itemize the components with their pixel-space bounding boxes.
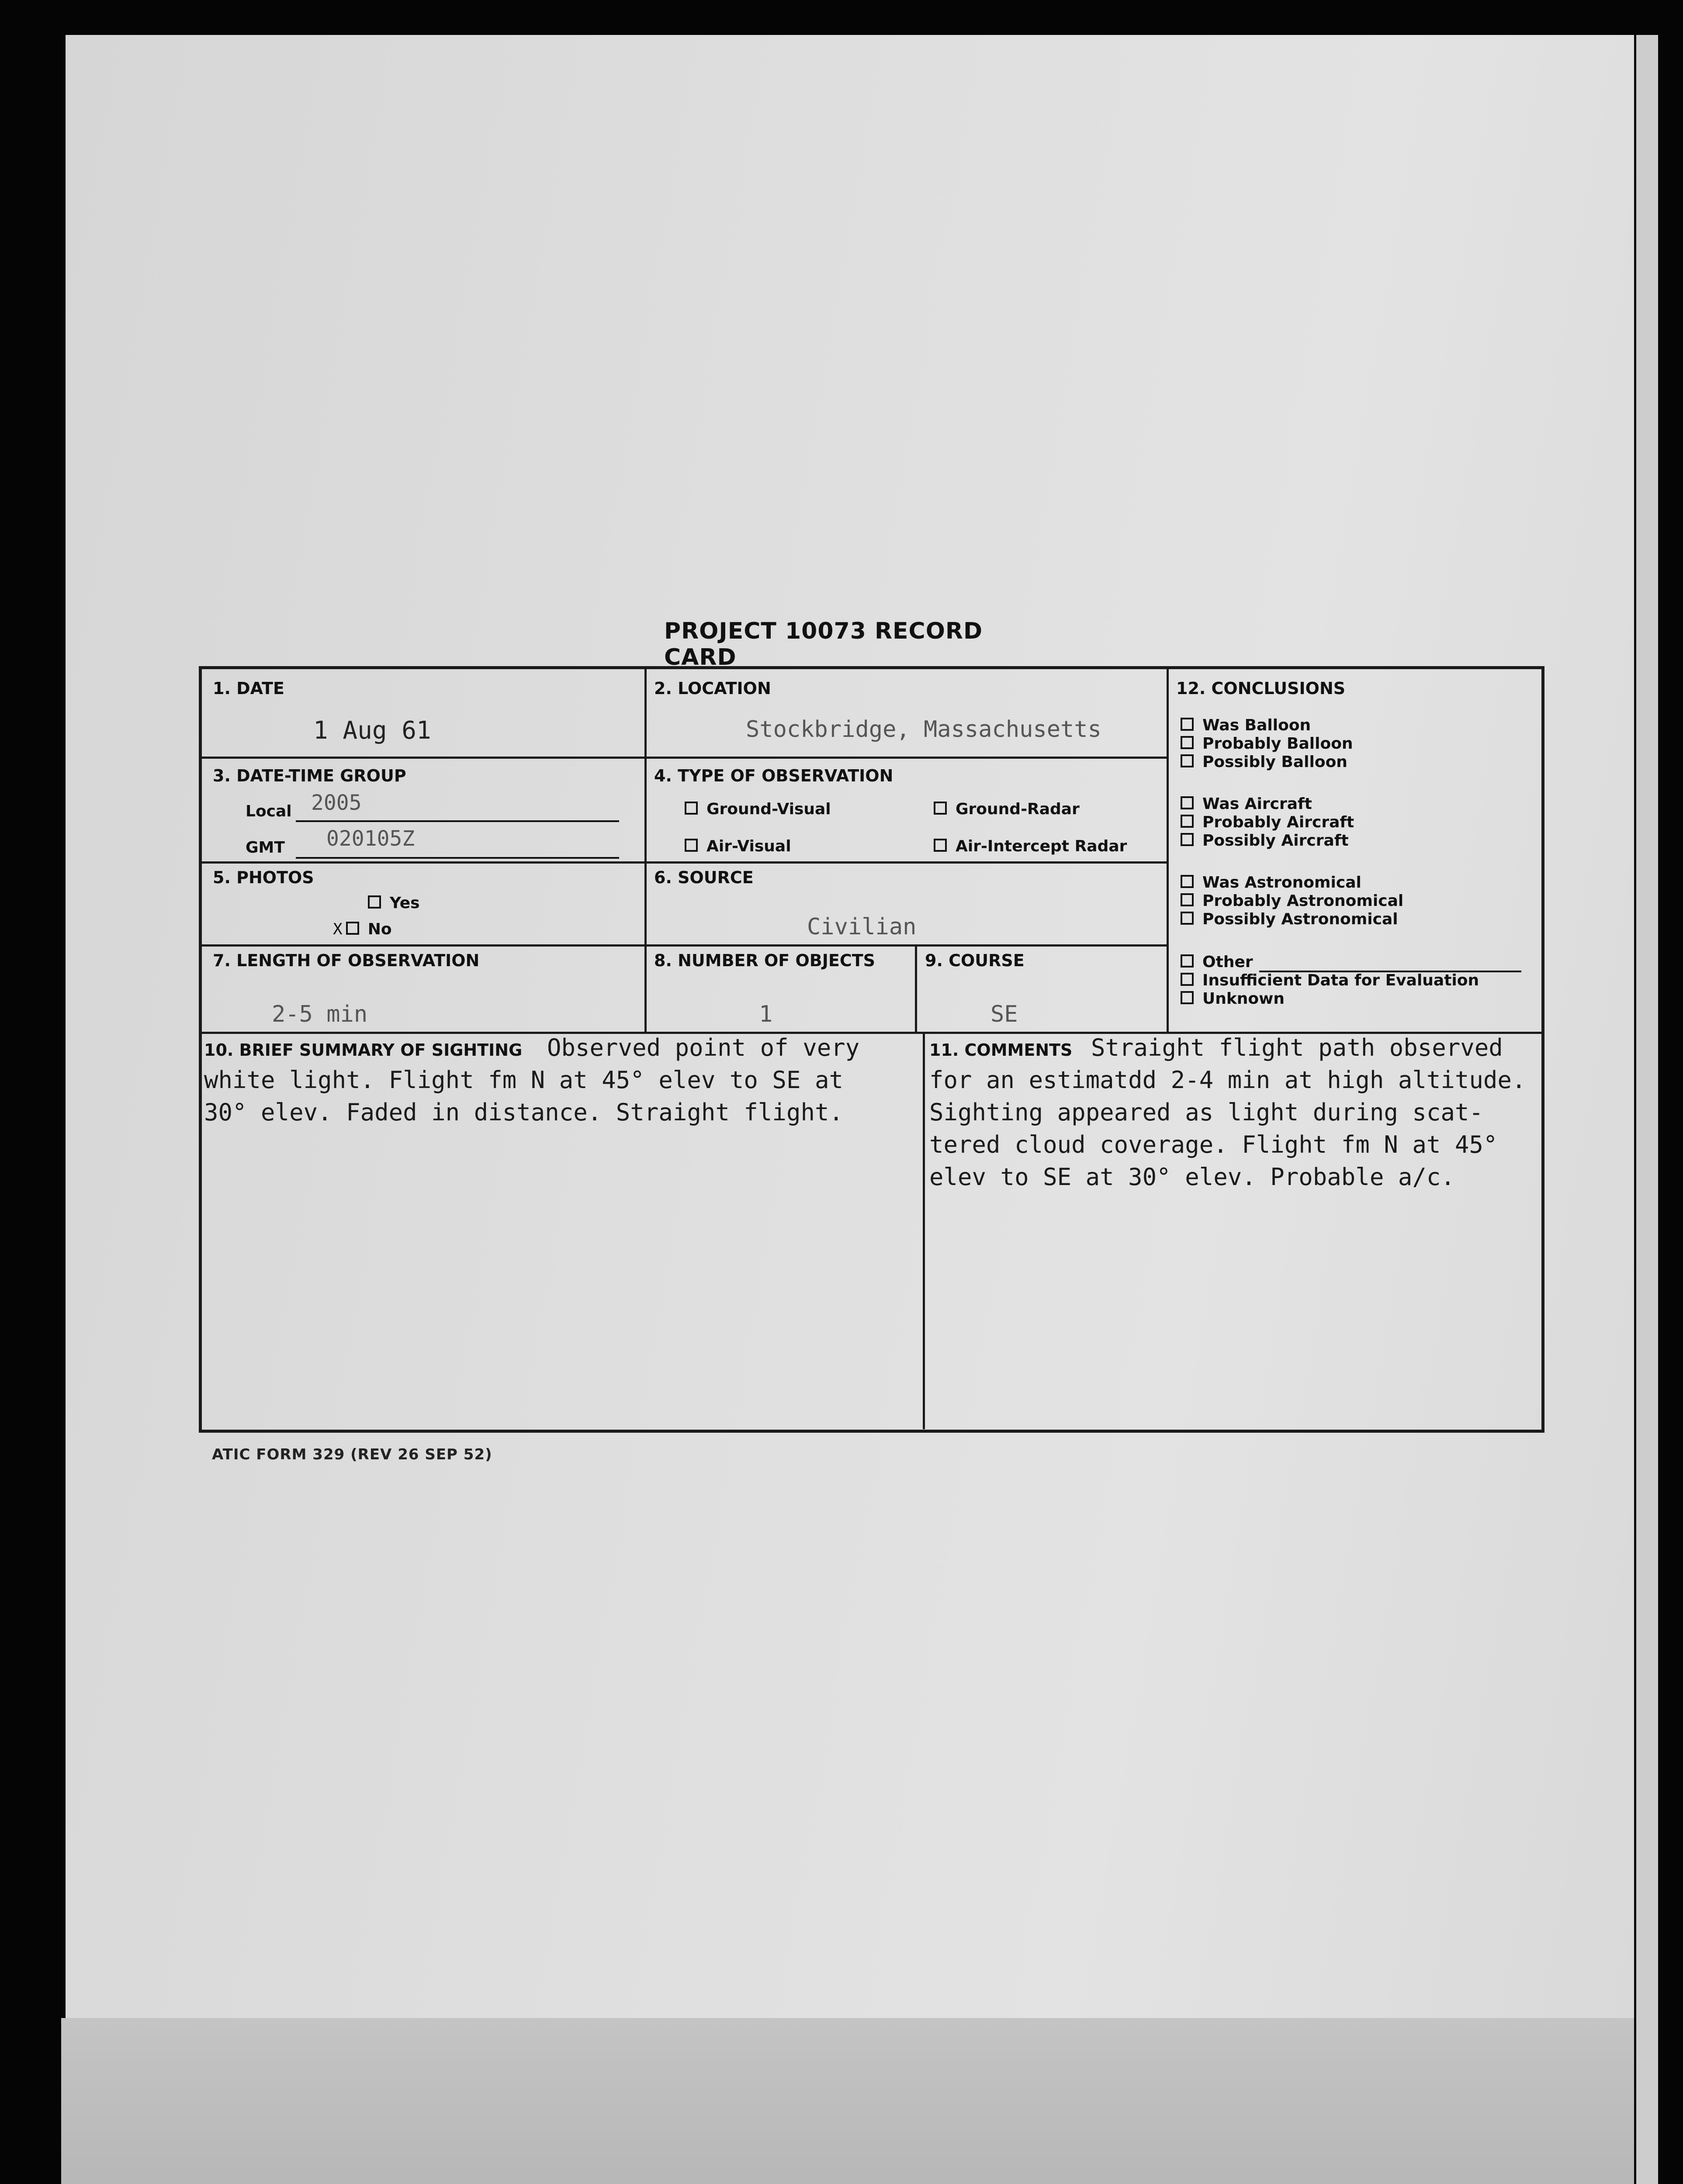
option-label: Air-Visual [706, 837, 791, 855]
no-mark: X [333, 920, 343, 938]
photos-no [333, 920, 392, 938]
option-label: Possibly Aircraft [1202, 832, 1349, 850]
divider-summary-comments [923, 1032, 925, 1429]
checkbox-icon [934, 839, 947, 852]
checkbox-icon [1181, 815, 1194, 828]
checkbox-icon [1181, 736, 1194, 749]
checkbox-icon [1181, 833, 1194, 846]
source-value: Civilian [807, 914, 917, 940]
photos-label: 5. PHOTOS [213, 868, 314, 887]
comments-label: 11. COMMENTS [929, 1040, 1073, 1060]
summary-line-1: Observed point of very [547, 1034, 860, 1061]
checkbox-icon [1181, 754, 1194, 767]
option-label: No [367, 920, 392, 938]
checkbox-icon [1181, 796, 1194, 809]
summary-line-2: white light. Flight fm N at 45° elev to SE at [204, 1066, 843, 1094]
checkbox-icon [685, 839, 698, 852]
summary-label: 10. BRIEF SUMMARY OF SIGHTING [204, 1040, 523, 1060]
option-label: Probably Aircraft [1202, 813, 1354, 831]
checkbox-icon [368, 895, 381, 909]
option-label: Insufficient Data for Evaluation [1202, 971, 1479, 989]
type-label: 4. TYPE OF OBSERVATION [654, 766, 893, 785]
checkbox-icon [1181, 718, 1194, 731]
option-label: Ground-Radar [956, 800, 1080, 818]
option-label: Was Astronomical [1202, 874, 1361, 892]
date-value: 1 Aug 61 [313, 716, 431, 745]
length-label: 7. LENGTH OF OBSERVATION [213, 951, 480, 970]
conclusion-was-aircraft [1181, 795, 1312, 813]
checkbox-icon [346, 922, 359, 935]
gmt-label: GMT [246, 839, 285, 857]
divider-col2 [1167, 669, 1169, 1032]
checkbox-icon [1181, 893, 1194, 906]
gmt-underline [296, 857, 619, 859]
local-underline [296, 820, 619, 822]
option-label: Possibly Balloon [1202, 753, 1347, 771]
row-divider-2 [202, 861, 1167, 864]
paper-lower-shadow [61, 2018, 1634, 2184]
gmt-value: 020105Z [326, 826, 415, 851]
comments-line-2: for an estimatdd 2-4 min at high altitude. [929, 1066, 1526, 1094]
option-label: Unknown [1202, 990, 1285, 1008]
option-ground-radar [934, 800, 1080, 818]
option-label: Probably Balloon [1202, 735, 1353, 753]
option-ground-visual [685, 800, 831, 818]
date-label: 1. DATE [213, 679, 284, 698]
checkbox-icon [1181, 875, 1194, 888]
comments-line-5: elev to SE at 30° elev. Probable a/c. [929, 1163, 1455, 1191]
conclusion-probably-aircraft [1181, 813, 1354, 831]
comments-line-3: Sighting appeared as light during scat- [929, 1099, 1483, 1126]
source-label: 6. SOURCE [654, 868, 754, 887]
conclusion-possibly-balloon [1181, 753, 1347, 771]
dtg-label: 3. DATE-TIME GROUP [213, 766, 406, 785]
option-label: Was Aircraft [1202, 795, 1312, 813]
row-divider-1 [202, 757, 1167, 759]
divider-objects-course [915, 944, 917, 1032]
summary-line-3: 30° elev. Faded in distance. Straight flight. [204, 1099, 843, 1126]
conclusion-unknown [1181, 990, 1285, 1008]
local-label: Local [246, 802, 292, 820]
form-id-footer: ATIC FORM 329 (REV 26 SEP 52) [212, 1446, 492, 1463]
record-card [199, 666, 1544, 1433]
option-air-visual [685, 837, 791, 855]
option-label: Possibly Astronomical [1202, 910, 1398, 928]
local-value: 2005 [311, 791, 362, 815]
location-label: 2. LOCATION [654, 679, 771, 698]
divider-col1 [644, 669, 647, 1032]
option-label: Ground-Visual [706, 800, 831, 818]
conclusion-possibly-aircraft [1181, 832, 1349, 850]
film-edge-strip [1636, 35, 1658, 2184]
option-label: Yes [390, 894, 420, 912]
comments-line-1: Straight flight path observed [1091, 1034, 1503, 1061]
option-label: Other [1202, 953, 1253, 971]
checkbox-icon [934, 802, 947, 815]
option-label: Probably Astronomical [1202, 892, 1404, 910]
option-label: Was Balloon [1202, 716, 1311, 734]
record-card-title: PROJECT 10073 RECORD CARD [664, 618, 983, 670]
course-value: SE [990, 1001, 1018, 1027]
checkbox-icon [1181, 991, 1194, 1004]
length-value: 2-5 min [272, 1001, 368, 1027]
checkbox-icon [1181, 912, 1194, 925]
conclusion-possibly-astronomical [1181, 910, 1398, 928]
location-value: Stockbridge, Massachusetts [746, 716, 1101, 743]
checkbox-icon [685, 802, 698, 815]
option-air-intercept-radar [934, 837, 1127, 855]
checkbox-icon [1181, 973, 1194, 986]
row-divider-3 [202, 944, 1167, 947]
checkbox-icon [1181, 954, 1194, 968]
course-label: 9. COURSE [925, 951, 1025, 970]
option-label: Air-Intercept Radar [956, 837, 1127, 855]
conclusion-other [1181, 953, 1253, 971]
conclusion-insufficient-data [1181, 971, 1479, 989]
conclusion-was-astronomical [1181, 874, 1361, 892]
conclusion-probably-balloon [1181, 735, 1353, 753]
conclusions-label: 12. CONCLUSIONS [1176, 679, 1346, 698]
photos-yes [368, 894, 420, 912]
conclusion-was-balloon [1181, 716, 1311, 734]
objects-label: 8. NUMBER OF OBJECTS [654, 951, 876, 970]
comments-line-4: tered cloud coverage. Flight fm N at 45° [929, 1131, 1498, 1158]
conclusion-probably-astronomical [1181, 892, 1403, 910]
objects-value: 1 [759, 1001, 773, 1027]
